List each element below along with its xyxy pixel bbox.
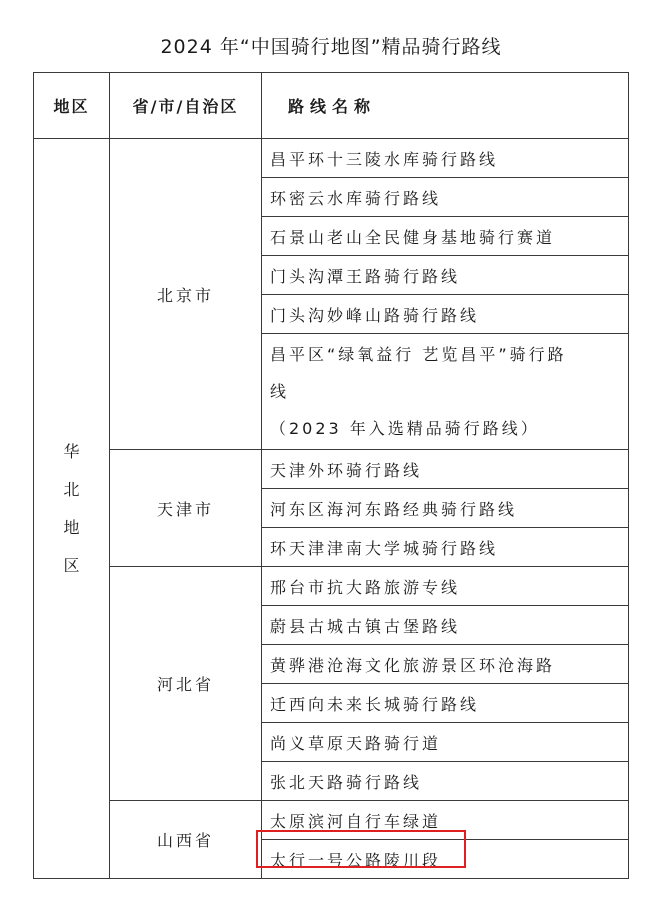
route-cell: 门头沟妙峰山路骑行路线	[262, 295, 629, 334]
route-cell: 尚义草原天路骑行道	[262, 723, 629, 762]
route-cell: 门头沟潭王路骑行路线	[262, 256, 629, 295]
table-row	[34, 139, 629, 178]
route-cell: 迁西向未来长城骑行路线	[262, 684, 629, 723]
page-title: 2024 年“中国骑行地图”精品骑行路线	[160, 36, 502, 58]
table-row	[34, 567, 629, 606]
table-row	[34, 450, 629, 489]
header-route: 路线名称	[262, 73, 629, 139]
region-cell	[34, 139, 110, 879]
route-cell: 黄骅港沧海文化旅游景区环沧海路	[262, 645, 629, 684]
route-cell: 环密云水库骑行路线	[262, 178, 629, 217]
table-row	[34, 801, 629, 840]
route-cell: 张北天路骑行路线	[262, 762, 629, 801]
route-cell: 天津外环骑行路线	[262, 450, 629, 489]
header-province: 省/市/自治区	[110, 73, 262, 139]
province-cell: 河北省	[110, 567, 262, 801]
route-cell: 太原滨河自行车绿道	[262, 801, 629, 840]
region-label: 华北地区	[63, 441, 80, 575]
route-line: 线	[270, 382, 290, 401]
route-table	[33, 72, 629, 879]
route-cell: 石景山老山全民健身基地骑行赛道	[262, 217, 629, 256]
route-cell-multiline	[262, 334, 629, 450]
route-note: （2023 年入选精品骑行路线）	[270, 419, 540, 438]
province-cell: 山西省	[110, 801, 262, 879]
route-line: 昌平区“绿氧益行 艺览昌平”骑行路	[270, 345, 567, 364]
province-cell: 天津市	[110, 450, 262, 567]
route-cell: 环天津津南大学城骑行路线	[262, 528, 629, 567]
route-cell: 邢台市抗大路旅游专线	[262, 567, 629, 606]
route-cell-highlighted: 太行一号公路陵川段	[262, 840, 629, 879]
route-cell: 河东区海河东路经典骑行路线	[262, 489, 629, 528]
header-row	[34, 73, 629, 139]
province-cell: 北京市	[110, 139, 262, 450]
route-cell: 蔚县古城古镇古堡路线	[262, 606, 629, 645]
route-cell: 昌平环十三陵水库骑行路线	[262, 139, 629, 178]
header-region: 地区	[34, 73, 110, 139]
